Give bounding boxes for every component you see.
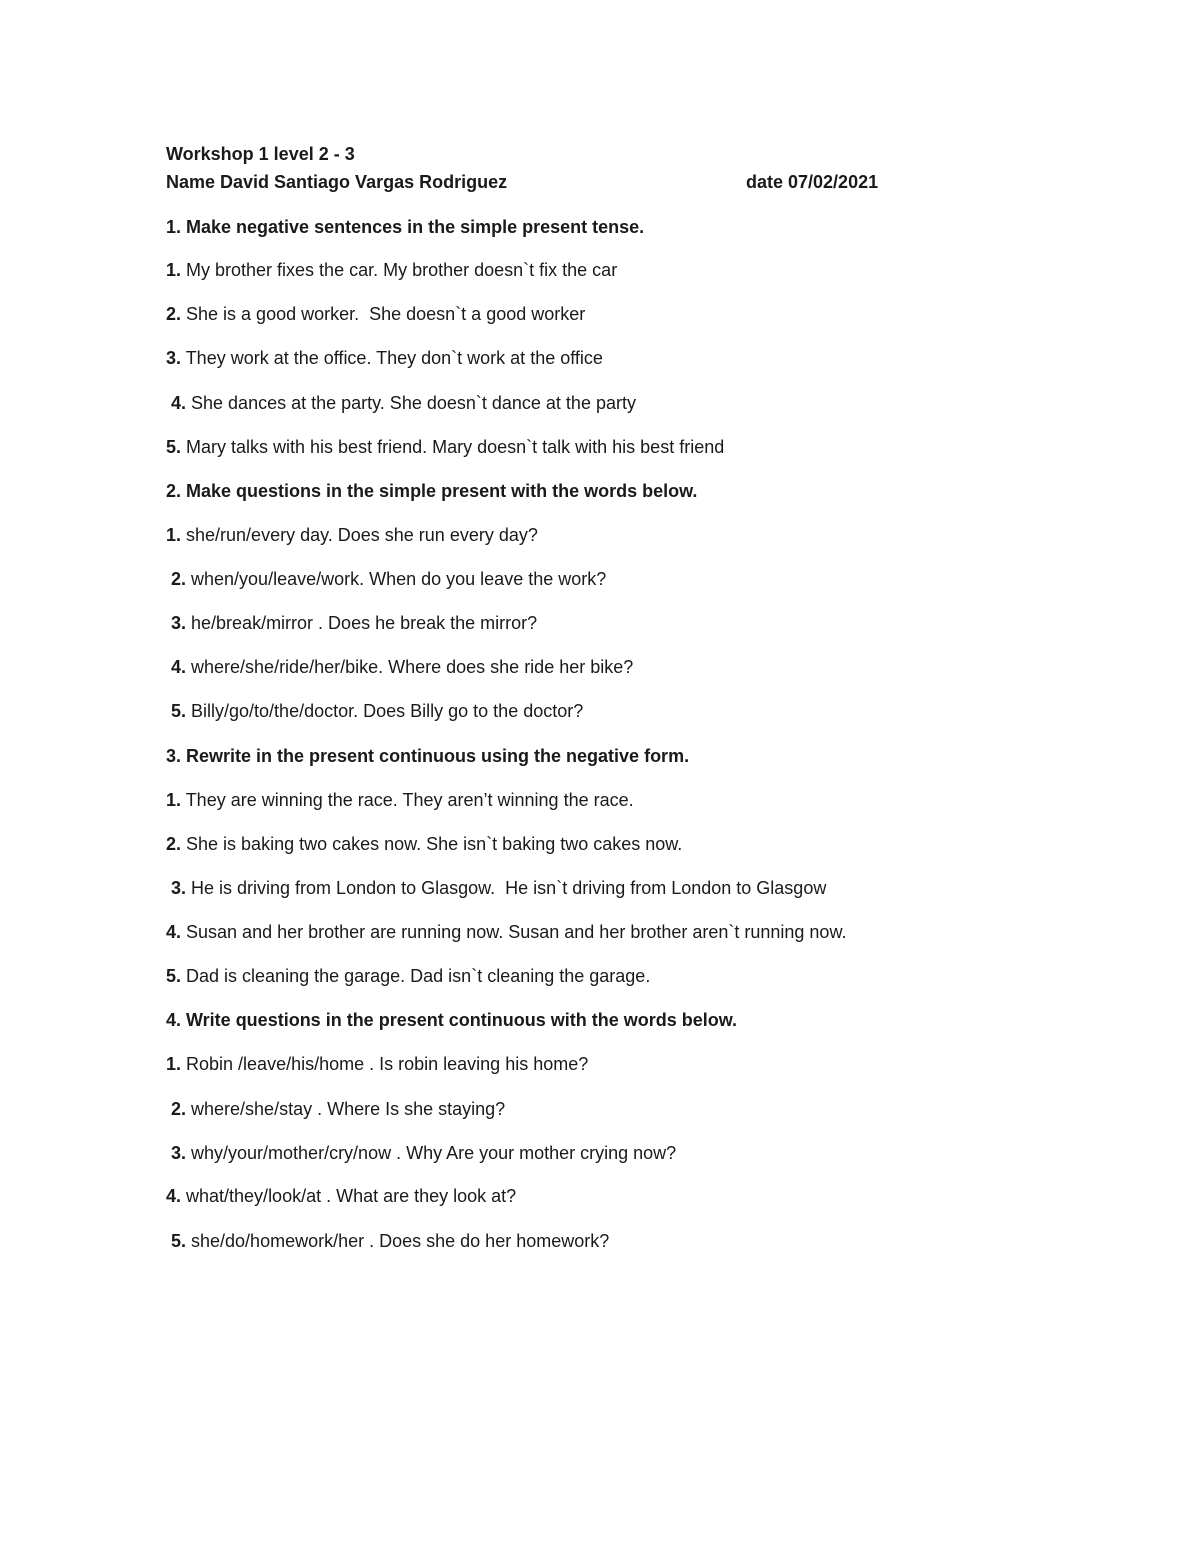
list-item: 5. Billy/go/to/the/doctor. Does Billy go to the doctor? <box>166 701 584 721</box>
list-item: 3. He is driving from London to Glasgow. He isn`t driving from London to Glasgow <box>166 878 827 898</box>
list-item: 2. where/she/stay . Where Is she staying? <box>166 1099 506 1119</box>
document-date: date 07/02/2021 <box>746 172 879 192</box>
list-item: 2. when/you/leave/work. When do you leave the work? <box>166 569 607 589</box>
list-item: 1. They are winning the race. They aren’t winning the race. <box>166 790 634 810</box>
list-item: 1. she/run/every day. Does she run every day? <box>166 525 538 545</box>
list-item: 5. she/do/homework/her . Does she do her homework? <box>166 1231 610 1251</box>
list-item: 4. She dances at the party. She doesn`t dance at the party <box>166 393 636 413</box>
workshop-title: Workshop 1 level 2 - 3 <box>166 144 355 164</box>
list-item: 4. Susan and her brother are running now. Susan and her brother aren`t running now. <box>166 922 847 942</box>
section-3-heading: 3. Rewrite in the present continuous using the negative form. <box>166 746 690 766</box>
section-4-heading: 4. Write questions in the present continuous with the words below. <box>166 1010 738 1030</box>
list-item: 2. She is baking two cakes now. She isn`t baking two cakes now. <box>166 834 683 854</box>
list-item: 1. Robin /leave/his/home . Is robin leaving his home? <box>166 1054 589 1074</box>
student-name: Name David Santiago Vargas Rodriguez <box>166 172 508 192</box>
list-item: 3. he/break/mirror . Does he break the mirror? <box>166 613 538 633</box>
list-item: 2. She is a good worker. She doesn`t a good worker <box>166 304 586 324</box>
list-item: 4. where/she/ride/her/bike. Where does she ride her bike? <box>166 657 634 677</box>
section-2-heading: 2. Make questions in the simple present with the words below. <box>166 481 698 501</box>
list-item: 4. what/they/look/at . What are they look at? <box>166 1186 517 1206</box>
list-item: 5. Mary talks with his best friend. Mary doesn`t talk with his best friend <box>166 437 725 457</box>
list-item: 3. why/your/mother/cry/now . Why Are your mother crying now? <box>166 1143 677 1163</box>
section-1-heading: 1. Make negative sentences in the simple present tense. <box>166 217 645 237</box>
list-item: 3. They work at the office. They don`t work at the office <box>166 348 603 368</box>
list-item: 1. My brother fixes the car. My brother doesn`t fix the car <box>166 260 618 280</box>
list-item: 5. Dad is cleaning the garage. Dad isn`t cleaning the garage. <box>166 966 651 986</box>
